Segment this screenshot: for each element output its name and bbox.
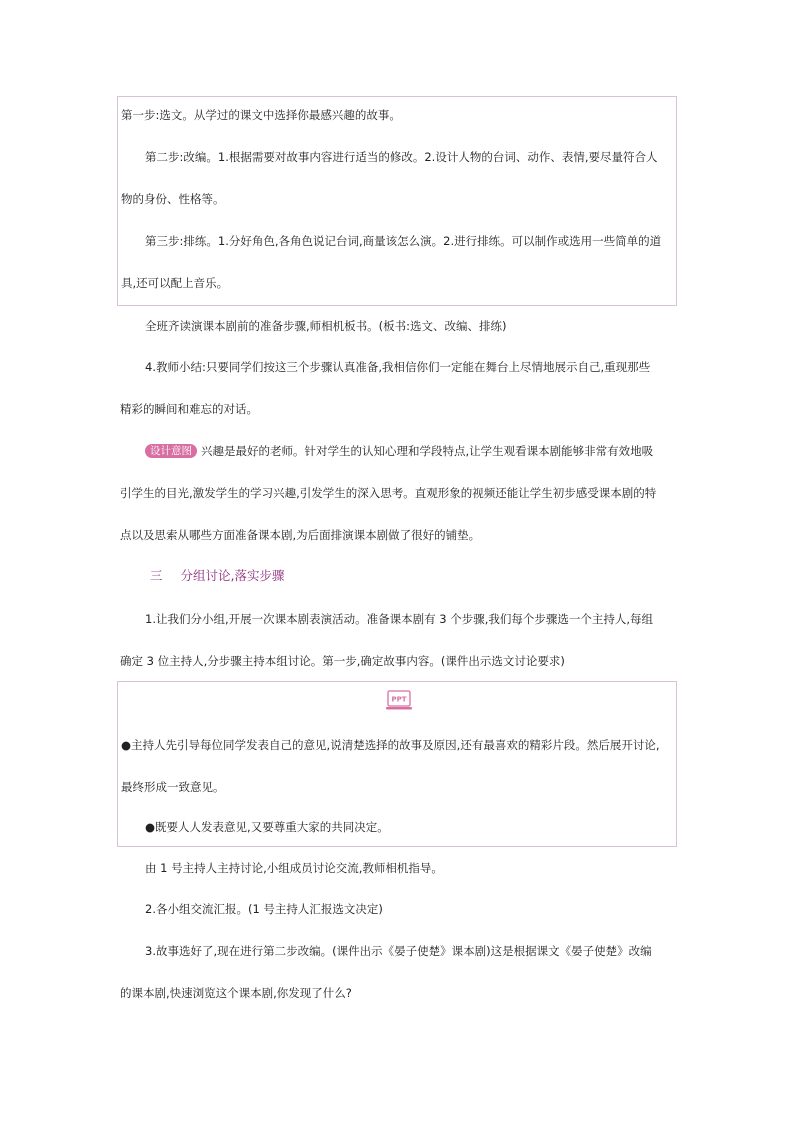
design-intent-line3: 点以及思索从哪些方面准备课本剧,为后面排演课本剧做了很好的铺垫。 — [120, 528, 481, 542]
step3-text-line2: 具,还可以配上音乐。 — [121, 276, 229, 290]
design-intent-line2: 引学生的目光,激发学生的学习兴趣,引发学生的深入思考。直观形象的视频还能让学生初步感受课本剧的特 — [120, 486, 657, 500]
paragraph-report: 2.各小组交流汇报。(1 号主持人汇报选文决定) — [145, 902, 383, 916]
paragraph-adaptation-line2: 的课本剧,快速浏览这个课本剧,你发现了什么? — [120, 986, 352, 1000]
ppt-icon-label: PPT — [391, 695, 407, 704]
section-title: 分组讨论,落实步骤 — [180, 568, 285, 583]
step3-text-line1: 第三步:排练。1.分好角色,各角色说记台词,商量该怎么演。2.进行排练。可以制作或选用一些简单的道 — [145, 234, 662, 248]
step2-text-line1: 第二步:改编。1.根据需要对故事内容进行适当的修改。2.设计人物的台词、动作、表情,要尽量符合人 — [145, 150, 658, 164]
design-intent-tag: 设计意图 — [145, 444, 197, 458]
ppt-icon — [386, 690, 412, 712]
paragraph-group-activity-line1: 1.让我们分小组,开展一次课本剧表演活动。准备课本剧有 3 个步骤,我们每个步骤选一个主持人,每组 — [145, 612, 654, 626]
design-intent-line1 — [145, 443, 653, 459]
paragraph-summary-line1: 4.教师小结:只要同学们按这三个步骤认真准备,我相信你们一定能在舞台上尽情地展示自己,重现那些 — [145, 360, 651, 374]
bullet1-line2: 最终形成一致意见。 — [121, 780, 225, 794]
section-heading — [150, 568, 285, 584]
bullet2-text: ●既要人人发表意见,又要尊重大家的共同决定。 — [145, 820, 389, 834]
paragraph-group-activity-line2: 确定 3 位主持人,分步骤主持本组讨论。第一步,确定故事内容。(课件出示选文讨论要求) — [120, 654, 565, 668]
paragraph-summary-line2: 精彩的瞬间和难忘的对话。 — [120, 402, 258, 416]
step2-text-line2: 物的身份、性格等。 — [121, 192, 225, 206]
step1-text: 第一步:选文。从学过的课文中选择你最感兴趣的故事。 — [121, 108, 401, 122]
design-intent-text: 兴趣是最好的老师。针对学生的认知心理和学段特点,让学生观看课本剧能够非常有效地吸 — [201, 444, 654, 458]
steps-box — [117, 96, 677, 306]
bullet1-line1: ●主持人先引导每位同学发表自己的意见,说清楚选择的故事及原因,还有最喜欢的精彩片段。然后展开讨论, — [121, 738, 660, 752]
ppt-requirements-box — [117, 681, 677, 847]
paragraph-discussion: 由 1 号主持人主持讨论,小组成员讨论交流,教师相机指导。 — [145, 861, 443, 875]
paragraph-read-aloud: 全班齐读演课本剧前的准备步骤,师相机板书。(板书:选文、改编、排练) — [145, 319, 507, 333]
paragraph-adaptation-line1: 3.故事选好了,现在进行第二步改编。(课件出示《晏子使楚》课本剧)这是根据课文《晏子使楚》改编 — [145, 944, 652, 958]
section-number: 三 — [150, 568, 163, 583]
